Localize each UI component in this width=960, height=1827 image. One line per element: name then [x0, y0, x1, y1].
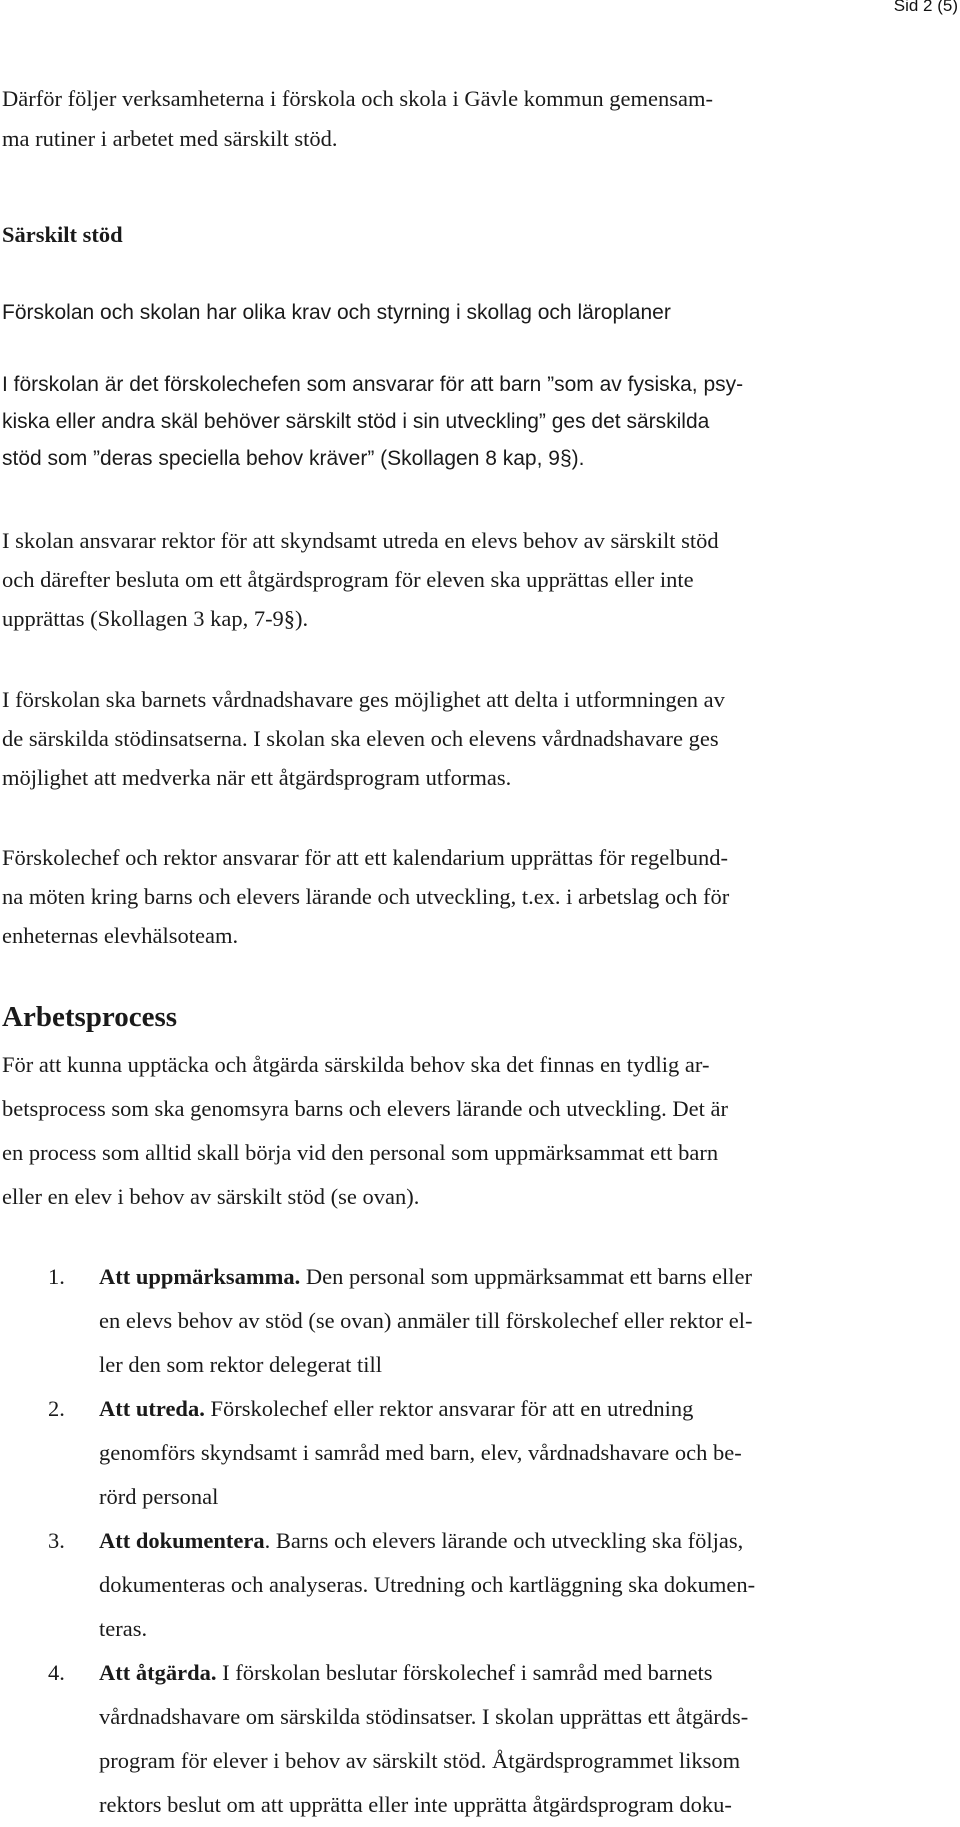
text-line: en elevs behov av stöd (se ovan) anmäler till förskolechef eller rektor el- [99, 1308, 753, 1333]
step-term: Att utreda. [99, 1396, 205, 1421]
text-line: och därefter besluta om ett åtgärdsprogram för eleven ska upprättas eller inte [2, 567, 694, 592]
text-line: upprättas (Skollagen 3 kap, 7-9§). [2, 606, 309, 631]
calendar-paragraph [2, 838, 938, 955]
text-line: teras. [99, 1616, 148, 1641]
text-line: genomförs skyndsamt i samråd med barn, elev, vårdnadshavare och be- [99, 1440, 742, 1465]
step-first-line [99, 1519, 940, 1563]
requirements-text: Förskolan och skolan har olika krav och styrning i skollag och läroplaner [2, 301, 671, 324]
step-term: Att uppmärksamma. [99, 1264, 301, 1289]
text-line: betsprocess som ska genomsyra barns och elevers lärande och utveckling. Det är [2, 1096, 729, 1121]
text-line: enheternas elevhälsoteam. [2, 923, 239, 948]
school-paragraph [2, 521, 938, 638]
work-process-heading: Arbetsprocess [2, 1001, 178, 1033]
step-term: Att åtgärda. [99, 1660, 217, 1685]
preschool-paragraph [2, 366, 938, 477]
step-first-line [99, 1387, 940, 1431]
process-steps-list [0, 1255, 940, 1827]
text-line: I förskolan ska barnets vårdnadshavare ges möjlighet att delta i utformningen av [2, 687, 725, 712]
intro-paragraph [2, 79, 938, 159]
list-number: 1. [48, 1264, 65, 1289]
step-text: I förskolan beslutar förskolechef i samråd med barnets [216, 1660, 713, 1685]
text-line: rörd personal [99, 1484, 219, 1509]
text-line: rektors beslut om att upprätta eller inte upprätta åtgärdsprogram doku- [99, 1792, 732, 1817]
list-item [0, 1255, 940, 1387]
work-process-paragraph [2, 1043, 938, 1219]
text-line: de särskilda stödinsatserna. I skolan ska eleven och elevens vårdnadshavare ges [2, 726, 719, 751]
text-line: kiska eller andra skäl behöver särskilt stöd i sin utveckling” ges det särskilda [2, 410, 710, 433]
text-line: I skolan ansvarar rektor för att skyndsamt utreda en elevs behov av särskilt stöd [2, 528, 719, 553]
text-line: Förskolechef och rektor ansvarar för att ett kalendarium upprättas för regelbund- [2, 845, 728, 870]
step-term: Att dokumentera [99, 1528, 265, 1553]
text-line: na möten kring barns och elevers lärande och utveckling, t.ex. i arbetslag och för [2, 884, 730, 909]
text-line: program för elever i behov av särskilt stöd. Åtgärdsprogrammet liksom [99, 1748, 741, 1773]
text-line: stöd som ”deras speciella behov kräver” (Skollagen 8 kap, 9§). [2, 447, 585, 470]
text-line: möjlighet att medverka när ett åtgärdsprogram utformas. [2, 765, 512, 790]
text-line: vårdnadshavare om särskilda stödinsatser. I skolan upprättas ett åtgärds- [99, 1704, 749, 1729]
text-line: ler den som rektor delegerat till [99, 1352, 383, 1377]
list-number: 2. [48, 1396, 65, 1421]
text-line: ma rutiner i arbetet med särskilt stöd. [2, 126, 338, 151]
list-item [0, 1519, 940, 1651]
step-first-line [99, 1255, 940, 1299]
page-number: Sid 2 (5) [893, 0, 958, 15]
list-number: 4. [48, 1660, 65, 1685]
step-text: Förskolechef eller rektor ansvarar för att en utredning [204, 1396, 694, 1421]
text-line: För att kunna upptäcka och åtgärda särskilda behov ska det finnas en tydlig ar- [2, 1052, 710, 1077]
list-item [0, 1651, 940, 1827]
list-number: 3. [48, 1528, 65, 1553]
step-text: . Barns och elevers lärande och utveckling ska följas, [264, 1528, 744, 1553]
text-line: eller en elev i behov av särskilt stöd (se ovan). [2, 1184, 420, 1209]
step-text: Den personal som uppmärksammat ett barns eller [300, 1264, 753, 1289]
text-line: dokumenteras och analyseras. Utredning och kartläggning ska dokumen- [99, 1572, 756, 1597]
text-line: Därför följer verksamheterna i förskola och skola i Gävle kommun gemensam- [2, 86, 714, 111]
text-line: I förskolan är det förskolechefen som ansvarar för att barn ”som av fysiska, psy- [2, 373, 744, 396]
special-support-heading: Särskilt stöd [2, 222, 123, 247]
guardians-paragraph [2, 680, 938, 797]
step-first-line [99, 1651, 940, 1695]
text-line: en process som alltid skall börja vid den personal som uppmärksammat ett barn [2, 1140, 719, 1165]
list-item [0, 1387, 940, 1519]
